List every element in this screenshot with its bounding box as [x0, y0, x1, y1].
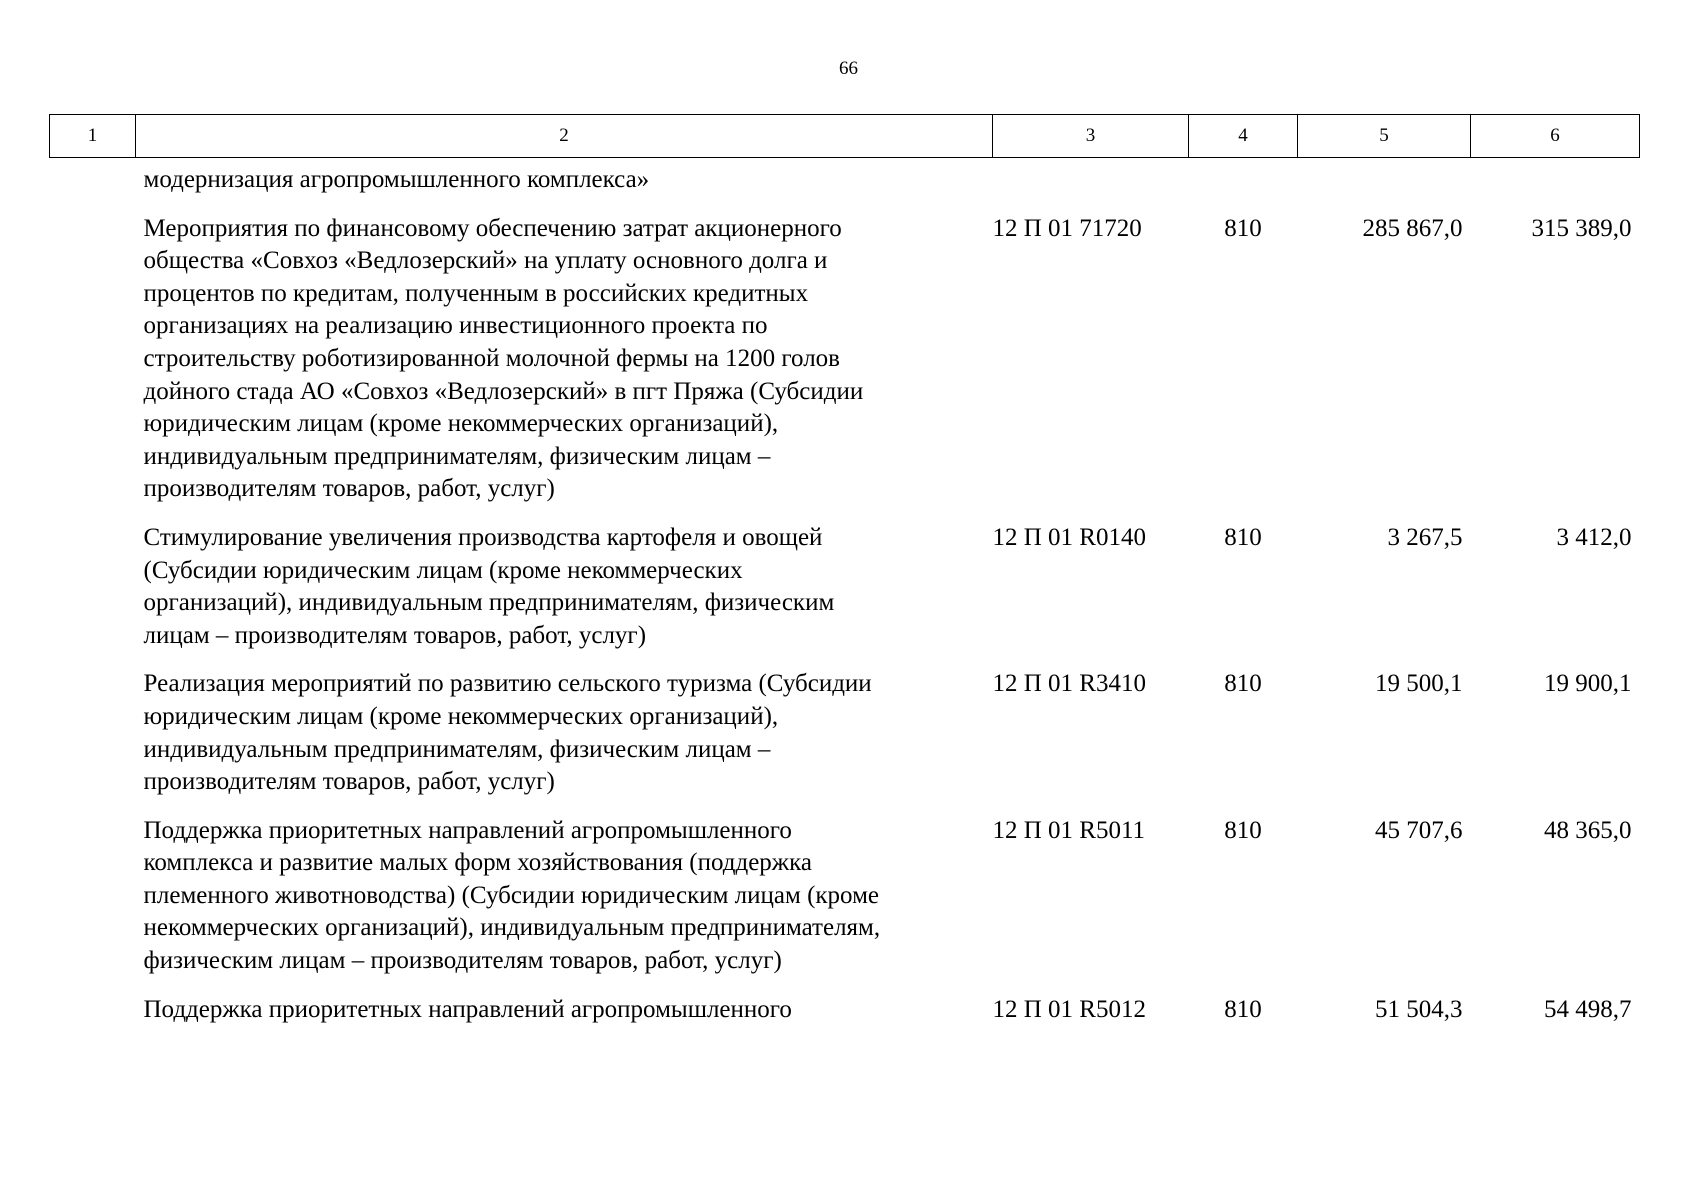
row-description [50, 799, 993, 978]
description-line: Стимулирование увеличения производства картофеля и овощей [143, 523, 823, 551]
row-amount-col6: 19 900,1 [1544, 670, 1632, 698]
description-line: Поддержка приоритетных направлений агропромышленного [143, 816, 792, 844]
row-amount-col6: 54 498,7 [1544, 995, 1632, 1023]
row-expense-type: 810 [1224, 670, 1262, 698]
table-row [50, 652, 1640, 798]
budget-table [49, 114, 1640, 1026]
description-line: комплекса и развитие малых форм хозяйствования (поддержка [143, 849, 812, 877]
description-line: организациях на реализацию инвестиционного проекта по [143, 312, 768, 340]
column-header-5: 5 [1298, 115, 1471, 158]
table-row [50, 799, 1640, 978]
row-amount-col6: 315 389,0 [1531, 214, 1632, 242]
row-description [50, 652, 993, 798]
row-description [50, 158, 993, 197]
table-row [50, 158, 1640, 197]
row-expense-type: 810 [1224, 214, 1262, 242]
table-row [50, 197, 1640, 506]
description-line: организаций), индивидуальным предпринимателям, физическим [143, 589, 835, 617]
description-line: физическим лицам – производителям товаров, работ, услуг) [143, 947, 782, 975]
row-target-code: 12 П 01 R5012 [992, 995, 1146, 1023]
description-line: общества «Совхоз «Ведлозерский» на уплату основного долга и [143, 247, 828, 275]
row-target-code: 12 П 01 R0140 [992, 523, 1146, 551]
row-target-code: 12 П 01 71720 [992, 214, 1142, 242]
row-expense-type: 810 [1224, 995, 1262, 1023]
row-amount-col5: 19 500,1 [1375, 670, 1463, 698]
column-header-3: 3 [993, 115, 1189, 158]
description-line: Поддержка приоритетных направлений агропромышленного [143, 995, 792, 1023]
column-header-4: 4 [1189, 115, 1298, 158]
description-line: (Субсидии юридическим лицам (кроме некоммерческих [143, 556, 743, 584]
row-expense-type: 810 [1224, 816, 1262, 844]
row-target-code: 12 П 01 R5011 [992, 816, 1146, 844]
description-line: Мероприятия по финансовому обеспечению затрат акционерного [143, 214, 842, 242]
description-line: процентов по кредитам, полученным в российских кредитных [143, 279, 809, 307]
row-description [50, 197, 993, 506]
row-expense-type [1189, 158, 1298, 197]
column-header-6: 6 [1471, 115, 1640, 158]
row-amount-col6 [1471, 158, 1640, 197]
table-row [50, 978, 1640, 1027]
header-row [50, 115, 1640, 158]
row-amount-col5: 3 267,5 [1387, 523, 1463, 551]
row-target-code: 12 П 01 R3410 [992, 670, 1146, 698]
row-amount-col6: 48 365,0 [1544, 816, 1632, 844]
table-body [50, 158, 1640, 1027]
description-line: модернизация агропромышленного комплекса» [143, 166, 650, 193]
description-line: некоммерческих организаций), индивидуальным предпринимателям, [143, 914, 881, 942]
column-header-1: 1 [50, 115, 136, 158]
description-line: Реализация мероприятий по развитию сельского туризма (Субсидии [143, 670, 872, 698]
table-row [50, 506, 1640, 652]
description-line: строительству роботизированной молочной фермы на 1200 голов [143, 344, 840, 372]
row-amount-col5: 51 504,3 [1375, 995, 1463, 1023]
row-target-code [993, 158, 1189, 197]
row-amount-col5: 285 867,0 [1362, 214, 1463, 242]
table-header [50, 115, 1640, 158]
row-expense-type: 810 [1224, 523, 1262, 551]
row-description [50, 506, 993, 652]
description-line: юридическим лицам (кроме некоммерческих организаций), [143, 410, 779, 438]
description-line: производителям товаров, работ, услуг) [143, 475, 555, 503]
row-amount-col6: 3 412,0 [1556, 523, 1632, 551]
description-line: производителям товаров, работ, услуг) [143, 768, 555, 796]
description-line: индивидуальным предпринимателям, физическим лицам – [143, 735, 771, 763]
page-number: 66 [839, 58, 858, 79]
description-line: лицам – производителям товаров, работ, услуг) [143, 621, 647, 649]
description-line: индивидуальным предпринимателям, физическим лицам – [143, 442, 771, 470]
row-description [50, 978, 993, 1027]
description-line: юридическим лицам (кроме некоммерческих организаций), [143, 702, 779, 730]
description-line: дойного стада АО «Совхоз «Ведлозерский» в пгт Пряжа (Субсидии [143, 377, 864, 405]
column-header-2: 2 [136, 115, 993, 158]
row-amount-col5: 45 707,6 [1375, 816, 1463, 844]
row-amount-col5 [1298, 158, 1471, 197]
description-line: племенного животноводства) (Субсидии юридическим лицам (кроме [143, 881, 879, 909]
